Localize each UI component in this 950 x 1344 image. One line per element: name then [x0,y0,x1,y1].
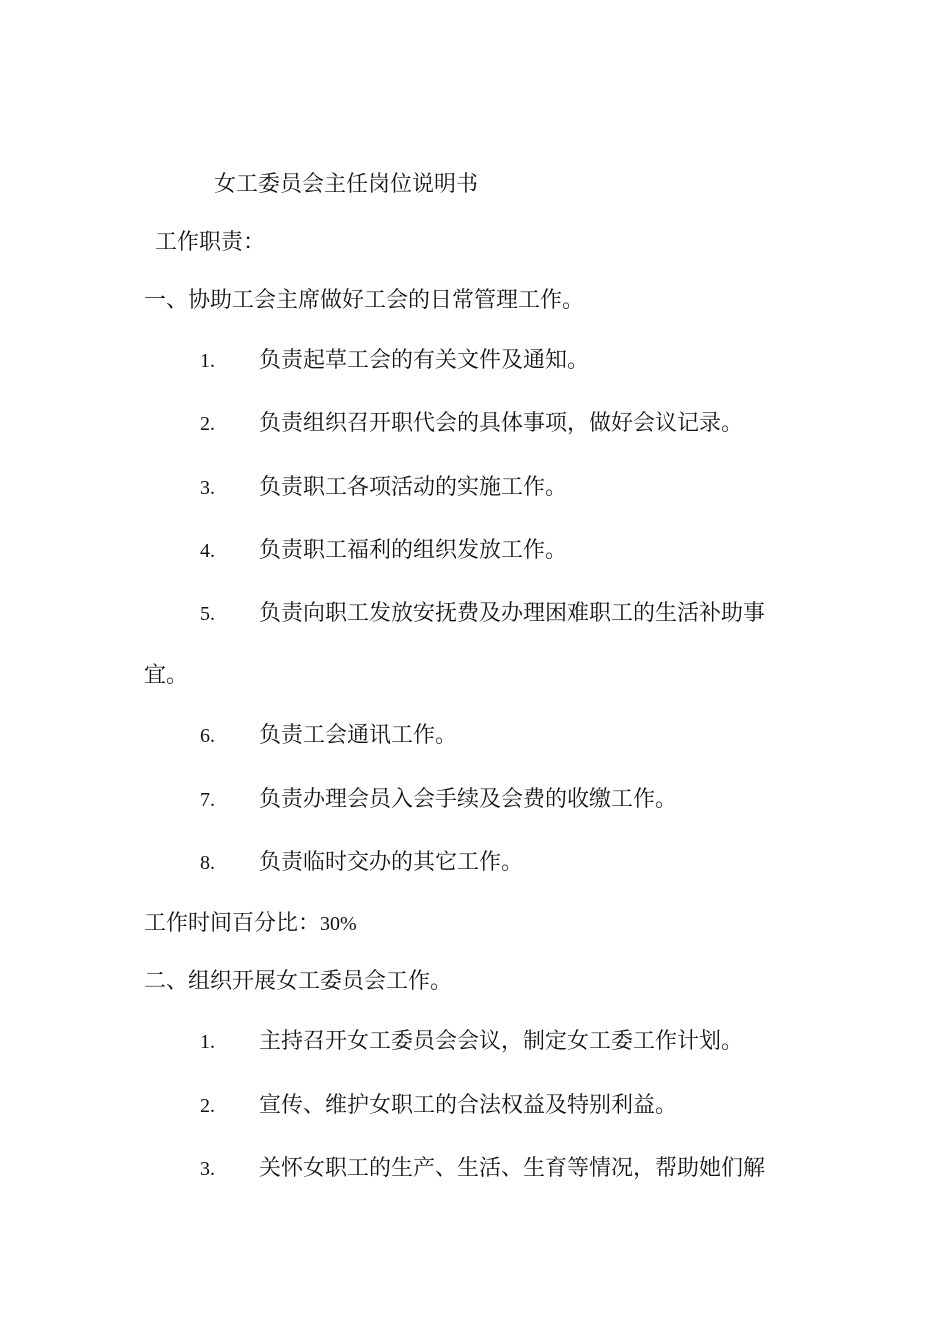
time-value: 30% [320,913,357,935]
duty-item: 负责工会通讯工作。 [259,723,458,748]
duty-item: 负责起草工会的有关文件及通知。 [259,348,590,373]
time-label: 工作时间百分比： [144,911,321,936]
item-number: 1. [200,350,215,372]
item-number: 3. [200,477,215,499]
section-1-heading: 一、协助工会主席做好工会的日常管理工作。 [144,288,585,313]
document-title: 女工委员会主任岗位说明书 [214,172,479,197]
item-number: 2. [200,413,215,435]
item-number: 3. [200,1158,215,1180]
item-number: 6. [200,725,215,747]
duty-item: 负责组织召开职代会的具体事项，做好会议记录。 [259,411,744,436]
duty-item-continuation: 宜。 [144,663,189,688]
duty-item: 主持召开女工委员会会议，制定女工委工作计划。 [259,1029,744,1054]
duty-item: 负责向职工发放安抚费及办理困难职工的生活补助事 [259,601,766,626]
duty-item: 负责临时交办的其它工作。 [259,850,524,875]
item-number: 8. [200,852,215,874]
duty-item: 负责职工各项活动的实施工作。 [259,475,568,500]
duty-item: 负责办理会员入会手续及会费的收缴工作。 [259,787,678,812]
section-2-heading: 二、组织开展女工委员会工作。 [144,969,453,994]
item-number: 7. [200,789,215,811]
duties-heading: 工作职责： [155,230,266,255]
duty-item: 负责职工福利的组织发放工作。 [259,538,568,563]
item-number: 1. [200,1031,215,1053]
item-number: 4. [200,540,215,562]
item-number: 5. [200,603,215,625]
item-number: 2. [200,1095,215,1117]
duty-item: 关怀女职工的生产、生活、生育等情况，帮助她们解 [259,1156,766,1181]
duty-item: 宣传、维护女职工的合法权益及特别利益。 [259,1093,678,1118]
time-percentage [144,909,357,939]
